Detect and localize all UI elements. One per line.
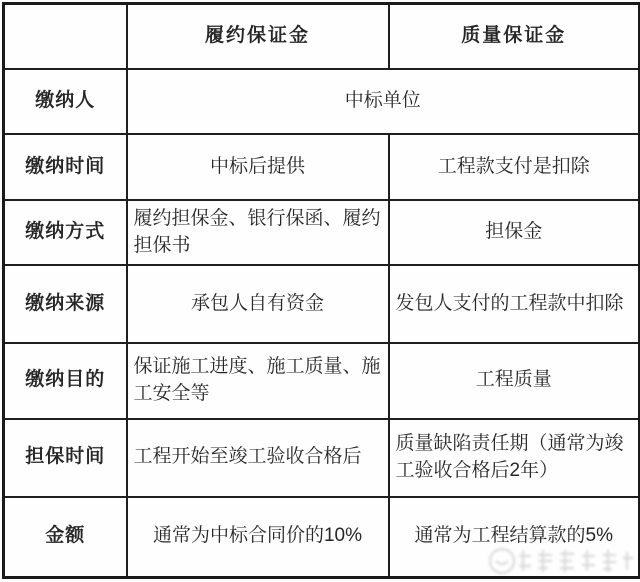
table-row-payment-method [4, 200, 640, 265]
row-label-payment-method: 缴纳方式 [4, 200, 127, 265]
row-label-payment-purpose: 缴纳目的 [4, 343, 127, 419]
cell-payment-method-performance: 履约担保金、银行保函、履约担保书 [127, 200, 389, 265]
row-label-payer: 缴纳人 [4, 69, 127, 134]
table-row-payment-time [4, 134, 640, 199]
cell-payment-method-quality: 担保金 [389, 200, 640, 265]
row-label-payment-time: 缴纳时间 [4, 134, 127, 199]
cell-payment-purpose-quality: 工程质量 [389, 343, 640, 419]
row-label-amount: 金额 [4, 497, 127, 578]
cell-guarantee-period-quality: 质量缺陷责任期（通常为竣工验收合格后2年） [389, 419, 640, 497]
header-row [4, 4, 640, 69]
cell-amount-quality: 通常为工程结算款的5% [389, 497, 640, 578]
cell-payment-time-quality: 工程款支付是扣除 [389, 134, 640, 199]
cell-payment-time-performance: 中标后提供 [127, 134, 389, 199]
header-cell-quality-bond: 质量保证金 [389, 4, 640, 69]
cell-payment-source-quality: 发包人支付的工程款中扣除 [389, 265, 640, 343]
cell-payment-source-performance: 承包人自有资金 [127, 265, 389, 343]
header-cell-performance-bond: 履约保证金 [127, 4, 389, 69]
cell-payer-both: 中标单位 [127, 69, 640, 134]
cell-amount-performance: 通常为中标合同价的10% [127, 497, 389, 578]
row-label-payment-source: 缴纳来源 [4, 265, 127, 343]
table-row-guarantee-period [4, 419, 640, 497]
header-cell-empty [4, 4, 127, 69]
table-row-payer [4, 69, 640, 134]
cell-guarantee-period-performance: 工程开始至竣工验收合格后 [127, 419, 389, 497]
cell-payment-purpose-performance: 保证施工进度、施工质量、施工安全等 [127, 343, 389, 419]
table-row-payment-source [4, 265, 640, 343]
row-label-guarantee-period: 担保时间 [4, 419, 127, 497]
table-row-amount [4, 497, 640, 578]
table-row-payment-purpose [4, 343, 640, 419]
comparison-table [2, 2, 640, 579]
